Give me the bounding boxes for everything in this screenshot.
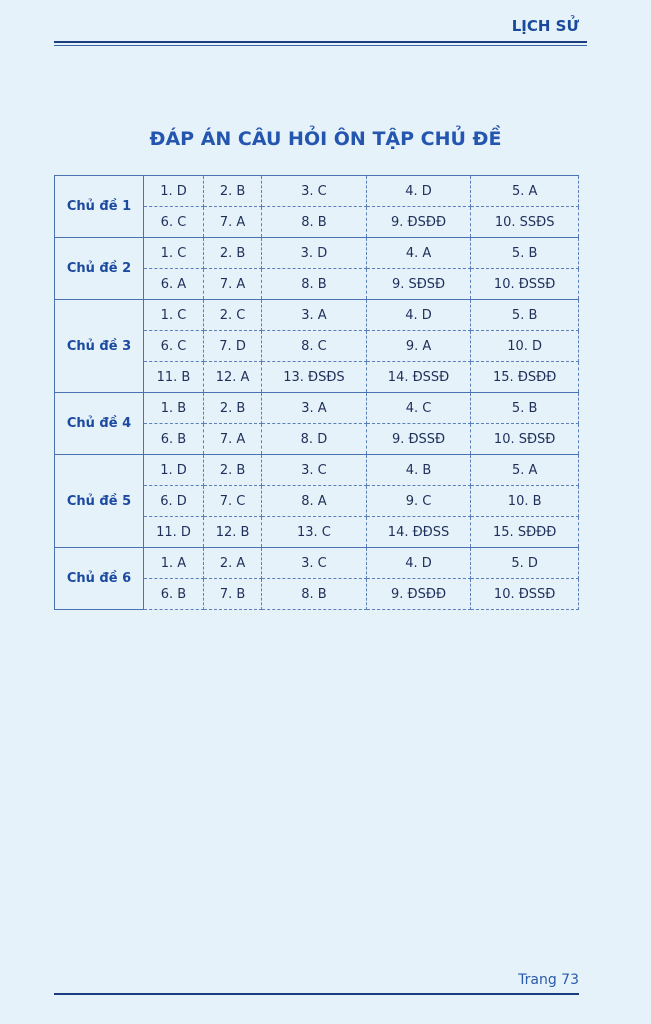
answer-cell: 6. B (144, 579, 204, 610)
answer-cell: 3. A (262, 300, 367, 331)
page-number: Trang 73 (518, 972, 579, 988)
answer-cell: 7. A (203, 424, 261, 455)
answer-cell: 9. C (366, 486, 471, 517)
answer-cell: 7. A (203, 207, 261, 238)
answer-cell: 7. C (203, 486, 261, 517)
answer-cell: 9. SĐSĐ (366, 269, 471, 300)
answer-cell: 13. ĐSĐS (262, 362, 367, 393)
answer-cell: 13. C (262, 517, 367, 548)
answer-cell: 4. C (366, 393, 471, 424)
answer-table (54, 175, 579, 610)
answer-cell: 8. B (262, 269, 367, 300)
answer-cell: 5. A (471, 176, 579, 207)
answer-cell: 15. ĐSĐĐ (471, 362, 579, 393)
answer-cell: 1. D (144, 455, 204, 486)
answer-cell: 6. C (144, 207, 204, 238)
table-row (55, 300, 579, 331)
answer-cell: 5. B (471, 393, 579, 424)
answer-cell: 8. D (262, 424, 367, 455)
answer-cell: 2. B (203, 238, 261, 269)
answer-cell: 7. D (203, 331, 261, 362)
answer-cell: 5. D (471, 548, 579, 579)
answer-cell: 10. B (471, 486, 579, 517)
answer-cell: 15. SĐĐĐ (471, 517, 579, 548)
answer-cell: 2. A (203, 548, 261, 579)
subject-label: LỊCH SỬ (511, 17, 579, 35)
topic-label: Chủ đề 5 (55, 455, 144, 548)
table-row (55, 176, 579, 207)
header-rule (54, 41, 587, 43)
topic-label: Chủ đề 4 (55, 393, 144, 455)
answer-cell: 3. C (262, 455, 367, 486)
answer-cell: 2. B (203, 393, 261, 424)
table-row (55, 238, 579, 269)
answer-cell: 3. C (262, 176, 367, 207)
answer-cell: 11. D (144, 517, 204, 548)
answer-cell: 5. A (471, 455, 579, 486)
answer-cell: 8. B (262, 579, 367, 610)
answer-cell: 9. A (366, 331, 471, 362)
answer-cell: 10. SĐSĐ (471, 424, 579, 455)
answer-cell: 1. B (144, 393, 204, 424)
answer-cell: 1. C (144, 300, 204, 331)
topic-label: Chủ đề 1 (55, 176, 144, 238)
answer-cell: 4. D (366, 548, 471, 579)
topic-label: Chủ đề 3 (55, 300, 144, 393)
topic-label: Chủ đề 2 (55, 238, 144, 300)
answer-cell: 11. B (144, 362, 204, 393)
answer-cell: 9. ĐSSĐ (366, 424, 471, 455)
answer-cell: 2. B (203, 176, 261, 207)
answer-cell: 4. D (366, 300, 471, 331)
answer-cell: 9. ĐSĐĐ (366, 207, 471, 238)
answer-cell: 6. D (144, 486, 204, 517)
answer-cell: 3. C (262, 548, 367, 579)
answer-cell: 4. A (366, 238, 471, 269)
answer-cell: 3. D (262, 238, 367, 269)
answer-cell: 8. B (262, 207, 367, 238)
answer-cell: 1. A (144, 548, 204, 579)
answer-cell: 2. C (203, 300, 261, 331)
answer-cell: 6. A (144, 269, 204, 300)
answer-cell: 10. D (471, 331, 579, 362)
answer-cell: 10. ĐSSĐ (471, 269, 579, 300)
answer-cell: 1. C (144, 238, 204, 269)
answer-cell: 7. B (203, 579, 261, 610)
table-row (55, 455, 579, 486)
header-rule-thin (54, 45, 587, 46)
answer-cell: 12. B (203, 517, 261, 548)
answer-cell: 1. D (144, 176, 204, 207)
answer-cell: 7. A (203, 269, 261, 300)
answer-cell: 10. ĐSSĐ (471, 579, 579, 610)
answer-cell: 8. C (262, 331, 367, 362)
answer-cell: 6. C (144, 331, 204, 362)
answer-cell: 3. A (262, 393, 367, 424)
table-row (55, 393, 579, 424)
answer-cell: 12. A (203, 362, 261, 393)
answer-cell: 9. ĐSĐĐ (366, 579, 471, 610)
answer-cell: 5. B (471, 300, 579, 331)
answer-cell: 10. SSĐS (471, 207, 579, 238)
table-row (55, 548, 579, 579)
answer-cell: 2. B (203, 455, 261, 486)
answer-cell: 8. A (262, 486, 367, 517)
page-title: ĐÁP ÁN CÂU HỎI ÔN TẬP CHỦ ĐỀ (149, 128, 502, 150)
answer-cell: 14. ĐĐSS (366, 517, 471, 548)
answer-cell: 6. B (144, 424, 204, 455)
answer-cell: 5. B (471, 238, 579, 269)
answer-cell: 4. D (366, 176, 471, 207)
footer-rule (54, 993, 579, 995)
topic-label: Chủ đề 6 (55, 548, 144, 610)
answer-cell: 4. B (366, 455, 471, 486)
answer-cell: 14. ĐSSĐ (366, 362, 471, 393)
